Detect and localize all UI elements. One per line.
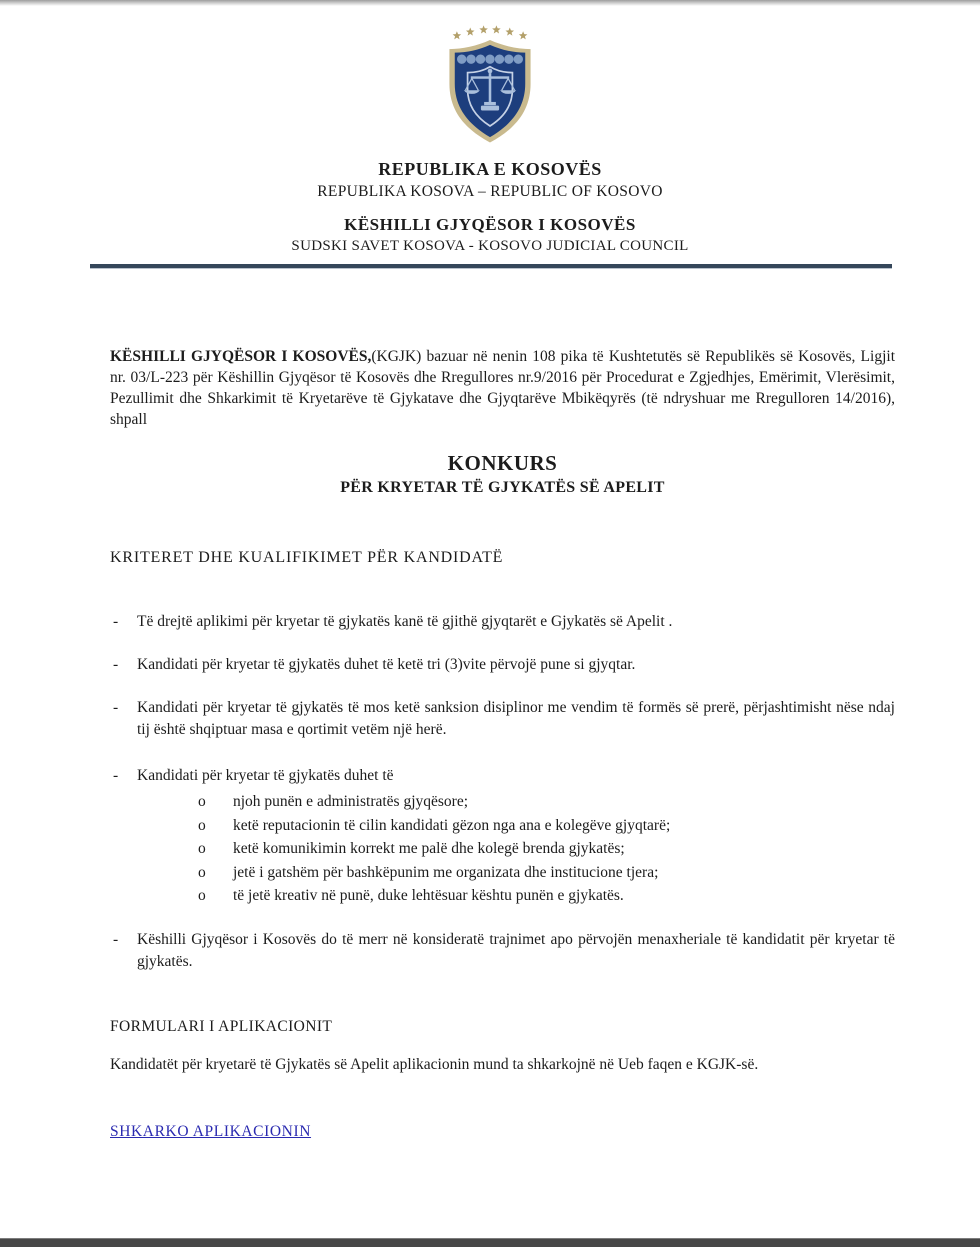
sub-list-item bbox=[196, 837, 895, 861]
page-top-edge bbox=[0, 0, 980, 6]
list-item-text: Kandidati për kryetar të gjykatës të mos ketë sanksion disiplinor me vendim të formës së prerë, përjashtimisht nëse ndaj tij është shqiptuar masa e qortimit vetëm një herë. bbox=[137, 699, 895, 738]
dash-bullet-marker: - bbox=[113, 656, 119, 673]
intro-paragraph bbox=[110, 346, 895, 430]
intro-text: (KGJK) bazuar në nenin 108 pika të Kushtetutës së Republikës së Kosovës, Ligjit nr. 03/L-223 për Këshillin Gjyqësor të Kosovës dhe Rregullores nr.9/2016 për Procedurat e Zgjedhjes, Emërimit, Vlerësimit, Pezullimit dhe Shkarkimit të Kryetarëve të Gjykatave dhe Gjyqtarëve Mbikëqyrës (të ndryshuar me Rregulloren 14/2016), shpall bbox=[110, 348, 895, 428]
page-bottom-edge bbox=[0, 1238, 980, 1247]
dash-bullet-marker: - bbox=[113, 767, 119, 784]
circle-bullet-marker: o bbox=[198, 793, 206, 810]
list-item-text: Këshilli Gjyqësor i Kosovës do të merr në konsideratë trajnimet apo përvojën menaxheriale të kandidatit për kryetar të gjykatës. bbox=[137, 930, 895, 970]
dash-bullet-marker: - bbox=[113, 699, 119, 716]
sub-list-item-text: të jetë kreativ në punë, duke lehtësuar kështu punën e gjykatës. bbox=[233, 887, 624, 904]
application-form-heading: FORMULARI I APLIKACIONIT bbox=[110, 1017, 333, 1035]
criteria-sub-list bbox=[196, 790, 895, 908]
document-body bbox=[110, 346, 895, 1141]
list-item-text: Të drejtë aplikimi për kryetar të gjykatës kanë të gjithë gjyqtarët e Gjykatës së Apelit . bbox=[137, 613, 673, 630]
institution-name-serbian-english: SUDSKI SAVET KOSOVA - KOSOVO JUDICIAL COUNCIL bbox=[291, 238, 689, 254]
list-item bbox=[110, 611, 895, 633]
sub-list-item-text: njoh punën e administratës gjyqësore; bbox=[233, 793, 469, 810]
sub-list-item-text: ketë komunikimin korrekt me palë dhe kolegë brenda gjykatës; bbox=[233, 840, 625, 857]
application-form-paragraph: Kandidatët për kryetarë të Gjykatës së Apelit aplikacionin mund ta shkarkojnë në Ueb faqen e KGJK-së. bbox=[110, 1055, 759, 1073]
sub-list-item bbox=[196, 861, 895, 885]
judicial-council-emblem-logo bbox=[436, 24, 544, 155]
download-application-link[interactable]: SHKARKO APLIKACIONIN bbox=[110, 1122, 312, 1140]
document-header bbox=[0, 0, 980, 269]
circle-bullet-marker: o bbox=[198, 840, 206, 857]
criteria-section-heading: KRITERET DHE KUALIFIKIMET PËR KANDIDATË bbox=[110, 549, 504, 566]
list-item bbox=[110, 929, 895, 973]
list-item bbox=[110, 697, 895, 741]
circle-bullet-marker: o bbox=[198, 887, 206, 904]
republic-name-serbian-english: REPUBLIKA KOSOVA – REPUBLIC OF KOSOVO bbox=[317, 183, 663, 200]
sub-list-item-text: jetë i gatshëm për bashkëpunim me organizata dhe institucione tjera; bbox=[233, 863, 659, 881]
scales-of-justice-shield-icon bbox=[436, 24, 544, 150]
title-block bbox=[110, 451, 895, 497]
dash-bullet-marker: - bbox=[113, 613, 119, 630]
institution-name-albanian: KËSHILLI GJYQËSOR I KOSOVËS bbox=[344, 215, 636, 234]
circle-bullet-marker: o bbox=[198, 863, 206, 881]
header-divider-rule bbox=[90, 264, 892, 269]
dash-bullet-marker: - bbox=[113, 930, 119, 948]
document-title: KONKURS bbox=[447, 451, 558, 475]
criteria-list bbox=[110, 611, 895, 973]
list-item bbox=[110, 654, 895, 676]
list-item-text: Kandidati për kryetar të gjykatës duhet të bbox=[137, 767, 394, 784]
sub-list-item bbox=[196, 790, 895, 814]
list-item bbox=[110, 765, 895, 787]
sub-list-item bbox=[196, 814, 895, 838]
republic-name-albanian: REPUBLIKA E KOSOVËS bbox=[378, 159, 602, 179]
circle-bullet-marker: o bbox=[198, 816, 206, 834]
intro-bold-lead: KËSHILLI GJYQËSOR I KOSOVËS, bbox=[110, 348, 372, 365]
document-subtitle: PËR KRYETAR TË GJYKATËS SË APELIT bbox=[340, 479, 665, 496]
sub-list-item bbox=[196, 884, 895, 908]
sub-list-item-text: ketë reputacionin të cilin kandidati gëzon nga ana e kolegëve gjyqtarë; bbox=[233, 816, 671, 834]
list-item-text: Kandidati për kryetar të gjykatës duhet të ketë tri (3)vite përvojë pune si gjyqtar. bbox=[137, 656, 636, 673]
